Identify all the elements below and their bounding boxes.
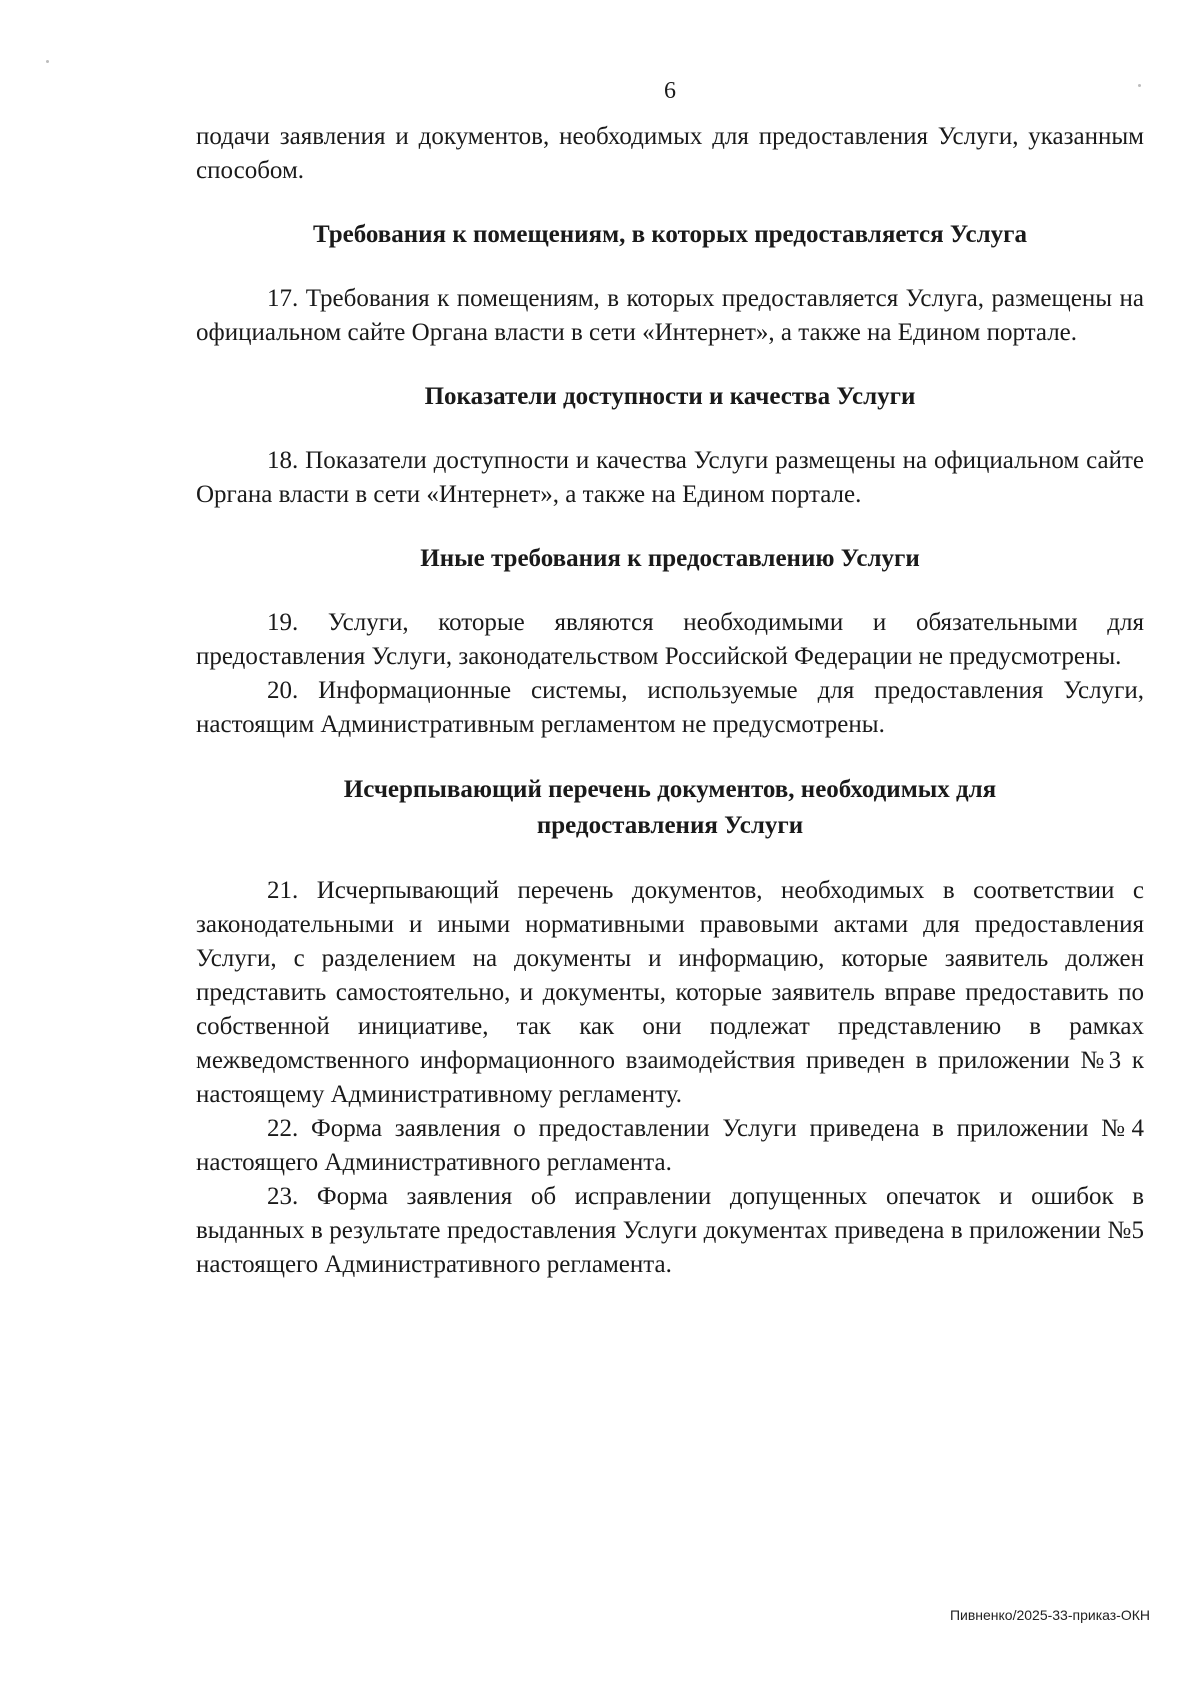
scan-speck <box>46 60 49 63</box>
paragraph-19: 19. Услуги, которые являются необходимыми и обязательными для предоставления Услуги, законодательством Российской Федерации не предусмотрены. <box>196 609 1144 670</box>
section-heading-premises: Требования к помещениям, в которых предоставляется Услуга <box>312 221 1028 248</box>
paragraph-17: 17. Требования к помещениям, в которых предоставляется Услуга, размещены на официальном сайте Органа власти в сети «Интернет», а также на Едином портале. <box>196 285 1144 346</box>
section-heading-other-requirements: Иные требования к предоставлению Услуги <box>420 545 920 572</box>
paragraph-intro-continuation: подачи заявления и документов, необходимых для предоставления Услуги, указанным способом. <box>196 123 1144 184</box>
paragraph-20: 20. Информационные системы, используемые для предоставления Услуги, настоящим Административным регламентом не предусмотрены. <box>196 677 1144 738</box>
section-heading-documents <box>196 772 1144 844</box>
document-body <box>196 120 1144 1282</box>
paragraph-22: 22. Форма заявления о предоставлении Услуги приведена в приложении №4 настоящего Административного регламента. <box>196 1115 1144 1176</box>
paragraph-18: 18. Показатели доступности и качества Услуги размещены на официальном сайте Органа власти в сети «Интернет», а также на Едином портале. <box>196 447 1144 508</box>
document-footer-code: Пивненко/2025-33-приказ-ОКН <box>949 1607 1150 1623</box>
paragraph-23: 23. Форма заявления об исправлении допущенных опечаток и ошибок в выданных в результате предоставления Услуги документах приведена в приложении №5 настоящего Административного регламента. <box>196 1183 1144 1278</box>
paragraph-21: 21. Исчерпывающий перечень документов, необходимых в соответствии с законодательными и иными нормативными правовыми актами для предоставления Услуги, с разделением на документы и информацию, которые заявитель должен представить самостоятельно, и документы, которые заявитель вправе предоставить по собственной инициативе, так как они подлежат представлению в рамках межведомственного информационного взаимодействия приведен в приложении №3 к настоящему Административному регламенту. <box>196 877 1144 1108</box>
section-heading-documents-line2: предоставления Услуги <box>536 812 804 839</box>
section-heading-documents-line1: Исчерпывающий перечень документов, необходимых для <box>343 776 997 803</box>
page-number: 6 <box>664 78 676 104</box>
section-heading-indicators: Показатели доступности и качества Услуги <box>424 383 916 410</box>
